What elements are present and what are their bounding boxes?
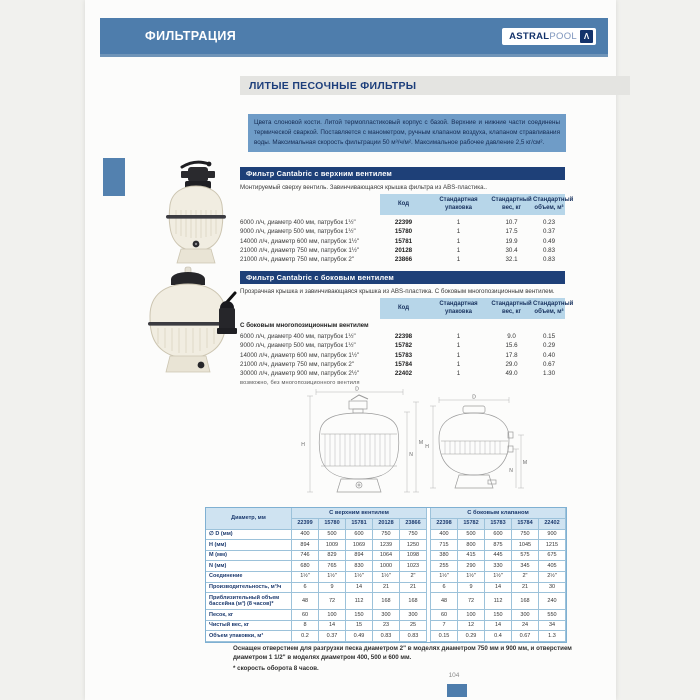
spec-value: 830 [346,561,373,572]
spec-row-label: N (мм) [206,561,292,572]
spec-value: 21 [400,583,427,594]
spec-value: 415 [458,551,485,562]
product-cell-wt: 17.5 [505,228,518,236]
brand-text-astral: ASTRAL [509,31,550,42]
col-pack: Стандартная упаковка [439,197,478,211]
product-cell-code: 15780 [394,228,413,236]
product-row [240,360,565,369]
spec-value: 750 [400,530,427,541]
product-section-top-valve [240,167,574,264]
spec-row-label: Соединение [206,572,292,583]
page-title: ФИЛЬТРАЦИЯ [145,29,237,43]
spec-value: 25 [400,621,427,632]
spec-value: 746 [292,551,319,562]
spec-value: 1½" [485,572,512,583]
dim-label-d1: D [355,386,359,393]
product-table-header [380,194,574,215]
product-cell-desc: 14000 л/ч, диаметр 600 мм, патрубок 1½" [240,351,360,359]
col-weight: Стандартный вес, кг [491,301,532,315]
product-cell-wt: 29.0 [505,361,518,369]
spec-code: 15784 [512,519,539,530]
spec-value: 300 [373,610,400,621]
product-cell-wt: 19.9 [505,237,518,245]
spec-row-label: Производительность, м³/ч [206,583,292,594]
spec-value: 12 [458,621,485,632]
spec-value: 150 [346,610,373,621]
spec-value: 255 [431,561,458,572]
product-row [240,218,565,227]
product-row [240,237,565,246]
technical-drawings [283,386,528,506]
spec-value: 300 [512,610,539,621]
dim-label-h1: H [301,442,305,448]
spec-code: 22402 [539,519,566,530]
spec-value: 400 [292,530,319,541]
product-cell-vol: 0.49 [542,237,556,245]
product-cell-desc: 21000 л/ч, диаметр 750 мм, патрубок 1½" [240,247,360,255]
product-cell-code: 22398 [394,333,413,341]
spec-value: 30 [539,583,566,594]
spec-code: 15780 [319,519,346,530]
spec-value: 894 [346,551,373,562]
product-cell-code: 15784 [394,361,413,369]
spec-value: 1½" [292,572,319,583]
product-cell-pack: 1 [456,256,461,264]
spec-value: 675 [539,551,566,562]
product-cell-wt: 30.4 [505,247,518,255]
spec-value: 1½" [319,572,346,583]
product-cell-vol: 1.30 [542,370,556,378]
product-cell-desc: 9000 л/ч, диаметр 500 мм, патрубок 1½" [240,228,356,236]
spec-value: 894 [292,540,319,551]
spec-value: 290 [458,561,485,572]
spec-value: 0.67 [512,631,539,642]
spec-value: 1009 [319,540,346,551]
spec-value: 1250 [400,540,427,551]
spec-value: 405 [539,561,566,572]
product-cell-wt: 49.0 [505,370,518,378]
spec-value: 765 [319,561,346,572]
spec-value: 72 [319,593,346,610]
section-title: ЛИТЫЕ ПЕСОЧНЫЕ ФИЛЬТРЫ [249,79,417,92]
spec-value: 345 [512,561,539,572]
spec-value: 9 [458,583,485,594]
product-cell-desc: 6000 л/ч, диаметр 400 мм, патрубок 1½" [240,219,356,227]
spec-row-label: Чистый вес, кг [206,621,292,632]
product-row [240,369,565,378]
spec-value: 600 [485,530,512,541]
spec-value: 14 [485,621,512,632]
product-section-description: Монтируемый сверху вентиль. Завинчивающаяся крышка фильтра из ABS-пластика.. [240,184,487,191]
dim-label-n1: N [409,452,413,458]
product-cell-code: 20128 [394,247,413,255]
footer-note-sand: Оснащен отверстием для разгрузки песка диаметром 2" в моделях диаметром 750 мм и 900 мм, и отверстием диаметром 1 1/2" в моделях диаметром 400, 500 и 600 мм. [233,645,572,662]
header-bar [100,18,608,57]
photo-filter-side-valve [138,266,240,378]
product-cell-desc: 14000 л/ч, диаметр 600 мм, патрубок 1½" [240,237,360,245]
spec-value: 715 [431,540,458,551]
spec-value: 60 [292,610,319,621]
product-cell-pack: 1 [456,361,461,369]
product-cell-vol: 0.40 [542,351,556,359]
product-cell-wt: 9.0 [507,333,516,341]
spec-value: 168 [373,593,400,610]
product-cell-desc: 21000 л/ч, диаметр 750 мм, патрубок 2" [240,256,354,264]
product-section-side-valve [240,271,574,387]
product-group-label: С боковым многопозиционным вентилем [240,322,369,329]
spec-value: 875 [485,540,512,551]
product-row [240,255,565,264]
spec-value: 1023 [400,561,427,572]
spec-row-label: M (мм) [206,551,292,562]
spec-value: 112 [485,593,512,610]
spec-value: 750 [512,530,539,541]
spec-value: 600 [346,530,373,541]
dim-label-h2: H [425,444,429,450]
spec-value: 750 [373,530,400,541]
spec-value: 0.29 [458,631,485,642]
spec-value: 6 [431,583,458,594]
product-cell-vol: 0.83 [542,256,556,264]
spec-value: 380 [431,551,458,562]
spec-value: 300 [400,610,427,621]
product-cell-code: 22402 [394,370,413,378]
spec-value: 1½" [373,572,400,583]
spec-row-label: H (мм) [206,540,292,551]
spec-value: 150 [485,610,512,621]
col-volume: Стандартный объем, м³ [533,301,574,315]
product-cell-code: 15782 [394,342,413,350]
product-cell-pack: 1 [456,342,461,350]
spec-row-label: ∅ D (мм) [206,530,292,541]
product-cell-pack: 1 [456,228,461,236]
product-cell-pack: 1 [456,247,461,255]
technical-drawing-top-valve [307,386,419,492]
spec-value: 550 [539,610,566,621]
astralpool-icon: Λ [580,30,593,43]
spec-group-side-valve: С боковым клапаном [431,508,566,519]
product-cell-vol: 0.67 [542,361,556,369]
spec-value: 14 [346,583,373,594]
product-table-rows [240,218,565,264]
spec-table [205,507,567,643]
spec-value: 240 [539,593,566,610]
product-cell-vol: 0.29 [542,342,556,350]
margin-marker [103,158,125,196]
spec-value: 829 [319,551,346,562]
spec-code: 23866 [400,519,427,530]
spec-value: 8 [292,621,319,632]
spec-value: 48 [431,593,458,610]
product-cell-desc: 9000 л/ч, диаметр 500 мм, патрубок 1½" [240,342,356,350]
product-cell-vol: 0.83 [542,247,556,255]
spec-value: 330 [485,561,512,572]
product-cell-wt: 17.8 [505,351,518,359]
product-cell-pack: 1 [456,370,461,378]
product-cell-desc: 6000 л/ч, диаметр 400 мм, патрубок 1½" [240,333,356,341]
spec-value: 0.37 [319,631,346,642]
spec-value: 2½" [539,572,566,583]
product-row [240,246,565,255]
spec-value: 7 [431,621,458,632]
spec-value: 6 [292,583,319,594]
spec-value: 1½" [458,572,485,583]
spec-code: 15781 [346,519,373,530]
product-cell-pack: 1 [456,351,461,359]
spec-value: 1098 [400,551,427,562]
astralpool-logo [502,28,596,45]
spec-value: 500 [458,530,485,541]
spec-row-label: Приблизительный объем бассейна (м³) (8 часов)* [206,593,292,610]
spec-value: 680 [292,561,319,572]
col-pack: Стандартная упаковка [439,301,478,315]
product-table-rows [240,332,565,378]
spec-value: 15 [346,621,373,632]
spec-value: 1239 [373,540,400,551]
page-number: 104 [448,672,460,679]
footer-note [233,644,575,673]
spec-value: 1069 [346,540,373,551]
footer-note-turnover: * скорость оборота 8 часов. [233,664,319,672]
spec-row-label: Песок, кг [206,610,292,621]
photo-filter-top-valve [152,160,240,265]
product-cell-vol: 0.15 [542,333,556,341]
spec-code: 22399 [292,519,319,530]
product-cell-code: 22399 [394,219,413,227]
product-cell-pack: 1 [456,237,461,245]
spec-value: 60 [431,610,458,621]
product-section-description: Прозрачная крышка и завинчивающаяся крышка из ABS-пластика. С боковым многопозиционным вентилем. [240,288,555,295]
spec-value: 1045 [512,540,539,551]
spec-value: 14 [319,621,346,632]
spec-value: 34 [539,621,566,632]
brand-text-pool: POOL [549,31,577,42]
spec-value: 9 [319,583,346,594]
spec-group-top-valve: С верхним вентилем [292,508,427,519]
product-cell-code: 15783 [394,351,413,359]
spec-row-label: Объем упаковки, м³ [206,631,292,642]
spec-code: 20128 [373,519,400,530]
spec-code: 15782 [458,519,485,530]
section-title-bar [240,76,630,95]
spec-value: 14 [485,583,512,594]
spec-value: 21 [512,583,539,594]
product-cell-pack: 1 [456,333,461,341]
spec-value: 800 [458,540,485,551]
spec-value: 500 [319,530,346,541]
product-footnote: возможно, без многопозиционного вентиля [240,380,360,387]
spec-value: 0.15 [431,631,458,642]
product-cell-desc: 30000 л/ч, диаметр 900 мм, патрубок 2½" [240,370,360,378]
product-cell-vol: 0.37 [542,228,556,236]
product-cell-wt: 10.7 [505,219,518,227]
spec-value: 400 [431,530,458,541]
spec-value: 1½" [431,572,458,583]
product-cell-code: 23866 [394,256,413,264]
col-code: Код [397,304,410,311]
spec-value: 168 [512,593,539,610]
spec-value: 445 [485,551,512,562]
spec-value: 48 [292,593,319,610]
dim-label-m1: M [418,440,424,446]
dim-label-m2: M [522,460,528,466]
spec-value: 21 [373,583,400,594]
product-section-title: Фильтр Cantabric с верхним вентилем [240,167,565,180]
product-cell-wt: 32.1 [505,256,518,264]
product-cell-vol: 0.23 [542,219,556,227]
spec-code: 15783 [485,519,512,530]
col-volume: Стандартный объем, м³ [533,197,574,211]
spec-table-grid [205,507,567,643]
spec-value: 2" [400,572,427,583]
spec-value: 112 [346,593,373,610]
product-row [240,332,565,341]
spec-value: 72 [458,593,485,610]
product-row [240,351,565,360]
spec-value: 0.49 [346,631,373,642]
spec-value: 1.3 [539,631,566,642]
col-code: Код [397,200,410,207]
spec-value: 100 [319,610,346,621]
spec-value: 575 [512,551,539,562]
technical-drawing-side-valve [430,394,524,488]
spec-value: 24 [512,621,539,632]
spec-value: 168 [400,593,427,610]
dim-label-d2: D [472,394,476,401]
product-table-header [380,298,574,319]
product-section-title: Фильтр Cantabric с боковым вентилем [240,271,565,284]
product-row [240,341,565,350]
spec-value: 2" [512,572,539,583]
spec-value: 0.83 [373,631,400,642]
product-row [240,227,565,236]
spec-value: 900 [539,530,566,541]
col-weight: Стандартный вес, кг [491,197,532,211]
spec-value: 1215 [539,540,566,551]
product-cell-wt: 15.6 [505,342,518,350]
spec-value: 1064 [373,551,400,562]
spec-code: 22398 [431,519,458,530]
spec-value: 1½" [346,572,373,583]
spec-value: 100 [458,610,485,621]
spec-corner: Диаметр, мм [206,508,292,530]
page-footer-marker [447,684,467,697]
intro-box: Цвета слоновой кости. Литой термопластиковый корпус с базой. Верхние и нижние части соединены термической сваркой. Поставляется с манометром, ручным клапаном воздуха, клапаном стравливания воды. Максимальная скорость фильтрации 50 м³/ч/м². Максимальное рабочее давление 2,5 кг/см². [248,114,566,152]
dim-label-n2: N [509,468,513,474]
spec-value: 23 [373,621,400,632]
product-cell-code: 15781 [394,237,413,245]
spec-value: 0.83 [400,631,427,642]
spec-value: 0.4 [485,631,512,642]
product-cell-desc: 21000 л/ч, диаметр 750 мм, патрубок 2" [240,361,354,369]
product-cell-pack: 1 [456,219,461,227]
spec-value: 0.2 [292,631,319,642]
spec-value: 1000 [373,561,400,572]
